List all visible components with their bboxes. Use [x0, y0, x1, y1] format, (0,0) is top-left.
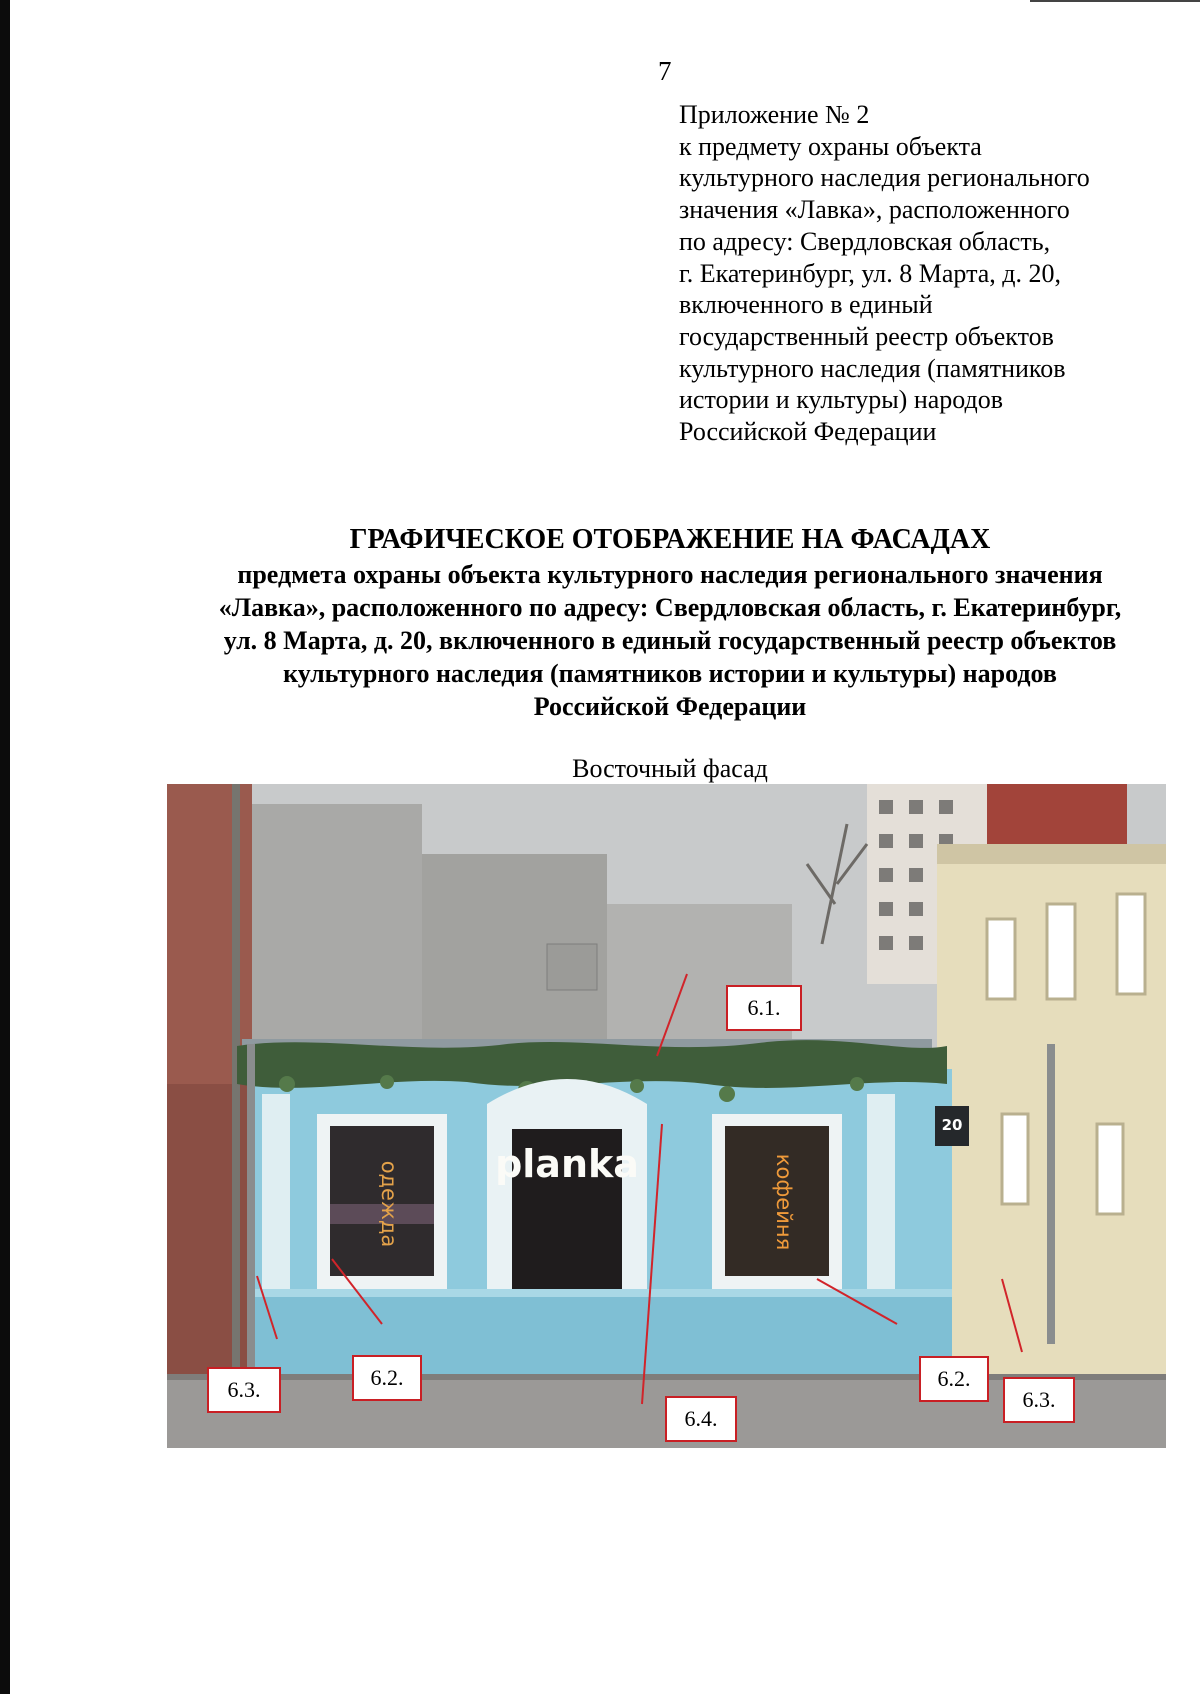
subtitle-line: ул. 8 Марта, д. 20, включенного в единый государственный реестр объектов: [223, 626, 1117, 655]
appendix-block: [679, 99, 1179, 448]
facade-caption: Восточный фасад: [572, 754, 768, 783]
greenery-garland: [237, 1040, 947, 1088]
label-6-3-left: 6.3.: [207, 1367, 281, 1413]
planka-sign: planka: [495, 1142, 639, 1186]
subtitle-line: предмета охраны объекта культурного наследия регионального значения: [237, 560, 1103, 589]
document-subtitle: [150, 558, 1190, 723]
subtitle-line: культурного наследия (памятников истории и культуры) народов: [283, 659, 1057, 688]
appendix-line: по адресу: Свердловская область,: [679, 226, 1051, 256]
drainpipe-left: [247, 1044, 255, 1384]
scan-edge-top: [1030, 0, 1200, 2]
facade-photo: [167, 784, 1166, 1448]
appendix-line: истории и культуры) народов: [679, 385, 1004, 415]
label-6-2-left: 6.2.: [352, 1355, 422, 1401]
upper-box-left: [252, 804, 422, 1054]
appendix-line: г. Екатеринбург, ул. 8 Марта, д. 20,: [679, 258, 1062, 288]
appendix-line: включенного в единый: [679, 290, 933, 320]
subtitle-line: «Лавка», расположенного по адресу: Свердловская область, г. Екатеринбург,: [218, 593, 1122, 622]
left-window-text: одежда: [377, 1160, 401, 1248]
label-6-1: 6.1.: [726, 985, 802, 1031]
label-6-4: 6.4.: [665, 1396, 737, 1442]
appendix-line: культурного наследия регионального: [679, 163, 1090, 193]
appendix-line: культурного наследия (памятников: [679, 353, 1066, 383]
appendix-line: государственный реестр объектов: [679, 321, 1054, 351]
appendix-line: Российской Федерации: [679, 417, 937, 447]
facade-photo-drawing: [167, 784, 1166, 1448]
page-number: 7: [658, 56, 672, 86]
subtitle-line: Российской Федерации: [533, 692, 807, 721]
label-6-2-right: 6.2.: [919, 1356, 989, 1402]
appendix-line: к предмету охраны объекта: [679, 131, 982, 161]
drainpipe-right: [1047, 1044, 1055, 1344]
house-number: 20: [941, 1116, 963, 1134]
appendix-line: Приложение № 2: [679, 100, 870, 129]
appendix-line: значения «Лавка», расположенного: [679, 195, 1070, 225]
right-window-text: кофейня: [772, 1153, 796, 1251]
scan-edge-left: [0, 0, 10, 1694]
document-title: ГРАФИЧЕСКОЕ ОТОБРАЖЕНИЕ НА ФАСАДАХ: [349, 524, 991, 555]
upper-box-right: [607, 904, 792, 1054]
upper-panel: [547, 944, 597, 990]
label-6-3-right: 6.3.: [1003, 1377, 1075, 1423]
